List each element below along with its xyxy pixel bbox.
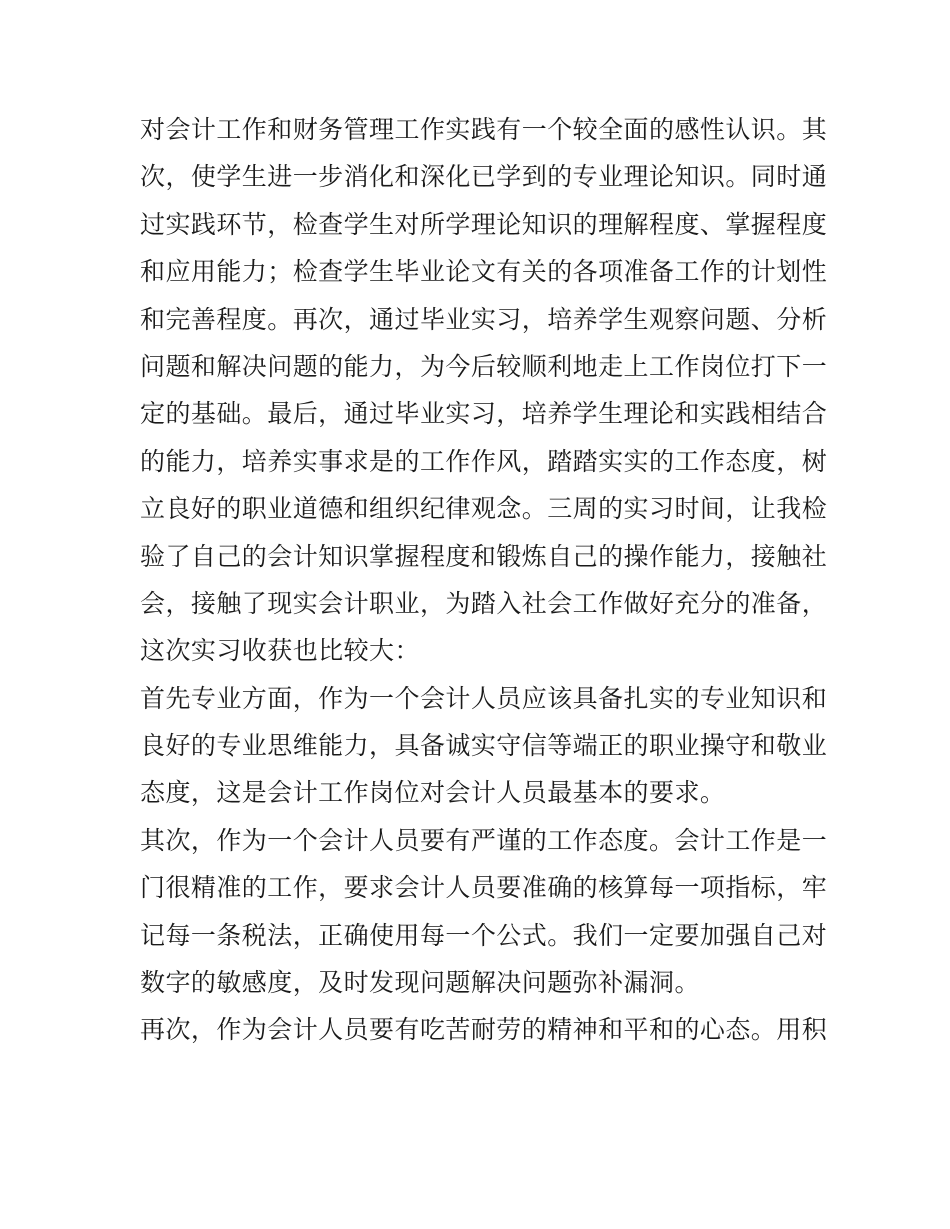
text-line: 这次实习收获也比较大： — [140, 636, 420, 666]
text-line: 次，使学生进一步消化和深化已学到的专业理论知识。同时通 — [140, 162, 828, 192]
text-line: 和应用能力；检查学生毕业论文有关的各项准备工作的计划性 — [140, 257, 828, 287]
text-line: 会，接触了现实会计职业，为踏入社会工作做好充分的准备， — [140, 588, 828, 618]
text-line: 和完善程度。再次，通过毕业实习，培养学生观察问题、分析 — [140, 304, 828, 334]
text-line: 态度，这是会计工作岗位对会计人员最基本的要求。 — [140, 778, 726, 808]
text-line: 过实践环节，检查学生对所学理论知识的理解程度、掌握程度 — [140, 209, 828, 239]
text-line: 问题和解决问题的能力，为今后较顺利地走上工作岗位打下一 — [140, 351, 828, 381]
text-line: 定的基础。最后，通过毕业实习，培养学生理论和实践相结合 — [140, 399, 828, 429]
text-line: 验了自己的会计知识掌握程度和锻炼自己的操作能力，接触社 — [140, 541, 828, 571]
body-text — [140, 106, 828, 1054]
text-line: 其次，作为一个会计人员要有严谨的工作态度。会计工作是一 — [140, 825, 828, 855]
text-line: 首先专业方面，作为一个会计人员应该具备扎实的专业知识和 — [140, 683, 828, 713]
text-line: 的能力，培养实事求是的工作作风，踏踏实实的工作态度，树 — [140, 446, 828, 476]
text-line: 数字的敏感度，及时发现问题解决问题弥补漏洞。 — [140, 968, 700, 998]
text-line: 再次，作为会计人员要有吃苦耐劳的精神和平和的心态。用积 — [140, 1015, 828, 1045]
text-line: 记每一条税法，正确使用每一个公式。我们一定要加强自己对 — [140, 920, 828, 950]
text-line: 对会计工作和财务管理工作实践有一个较全面的感性认识。其 — [140, 115, 828, 144]
text-line: 立良好的职业道德和组织纪律观念。三周的实习时间，让我检 — [140, 494, 828, 524]
text-line: 良好的专业思维能力，具备诚实守信等端正的职业操守和敬业 — [140, 731, 828, 761]
text-line: 门很精准的工作，要求会计人员要准确的核算每一项指标，牢 — [140, 873, 828, 903]
